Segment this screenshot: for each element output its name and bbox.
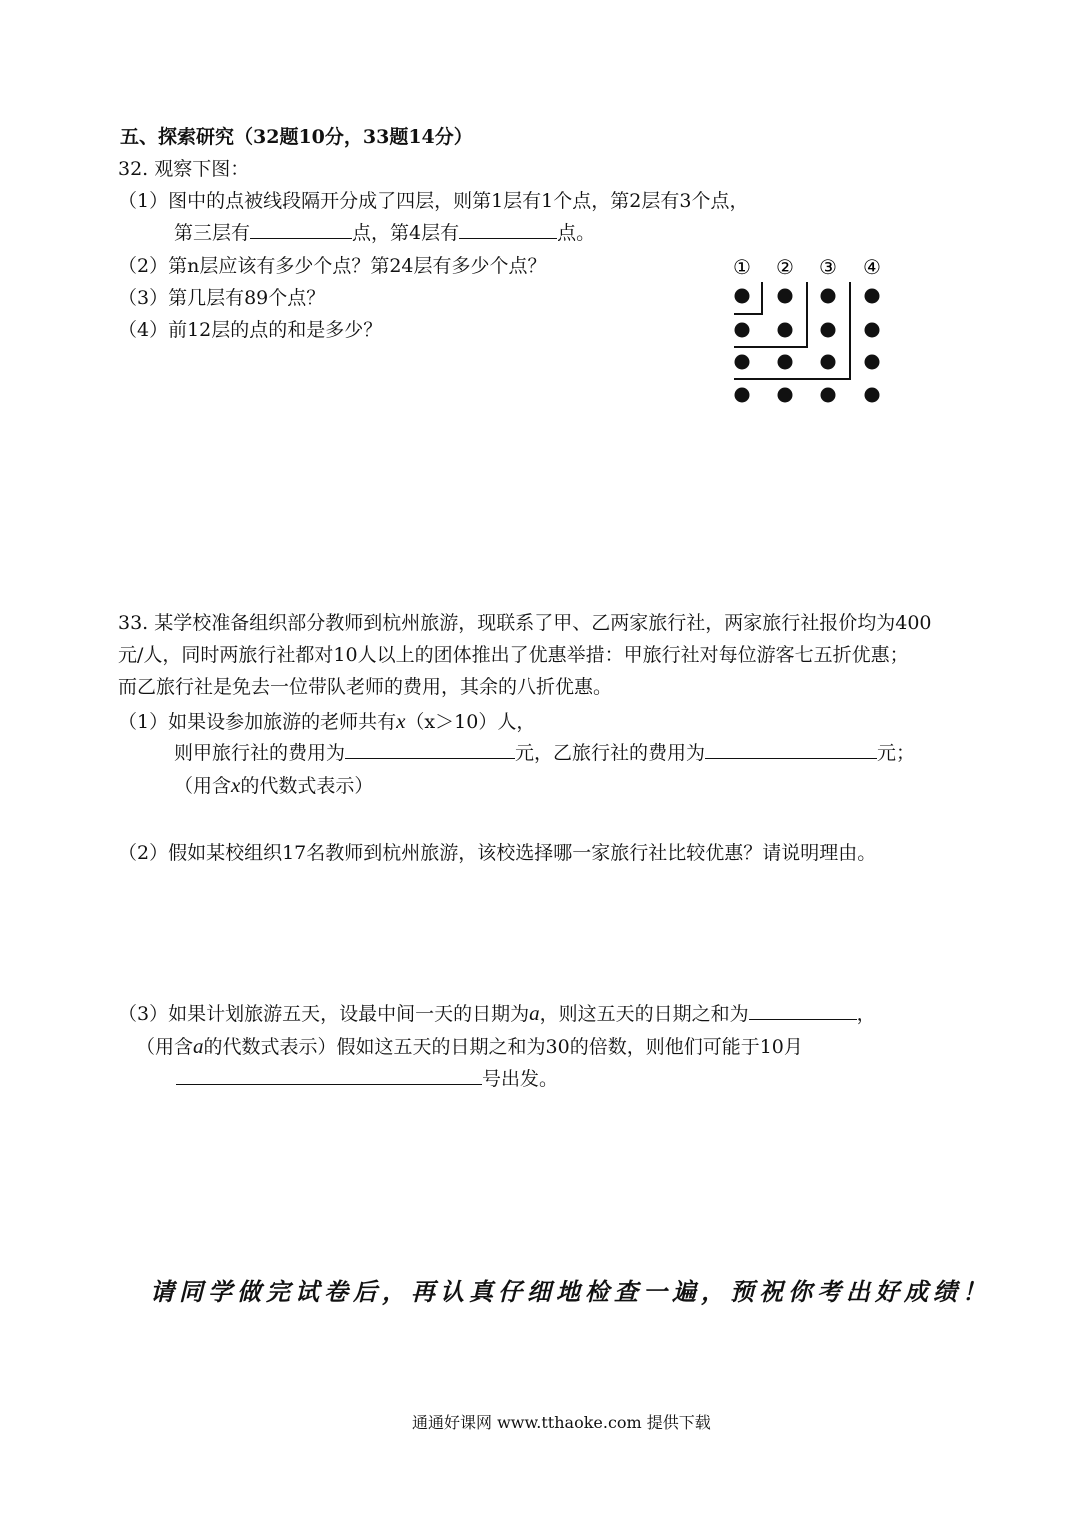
layer-label-4: ④	[863, 255, 881, 279]
q33-part3-text-e: 的代数式表示）假如这五天的日期之和为30的倍数，则他们可能于10月	[203, 1036, 803, 1058]
q33-variable-a-2: a	[193, 1034, 204, 1058]
dot	[865, 355, 880, 370]
q33-part3-text-c: ，	[856, 1003, 876, 1025]
q33-part1-text-e: 元；	[877, 742, 916, 764]
dot	[821, 355, 836, 370]
dot	[865, 388, 880, 403]
q33-answer-blank-start-date[interactable]	[176, 1066, 482, 1085]
q33-part1-condition: （x＞10）	[405, 711, 498, 733]
q33-part3-text-d: （用含	[136, 1036, 194, 1058]
dot	[865, 323, 880, 338]
q32-part1-text-c: 点。	[557, 222, 596, 244]
dot	[778, 355, 793, 370]
q33-part3-line2	[136, 1033, 803, 1060]
dot-layer-figure	[720, 252, 900, 412]
q33-part1-line3	[174, 772, 373, 799]
layer-label-1: ①	[733, 255, 751, 279]
section-title: 五、探索研究（32题10分，33题14分）	[120, 126, 473, 148]
dot	[735, 289, 750, 304]
layer-label-2: ②	[776, 255, 794, 279]
q32-part4: （4）前12层的点的和是多少？	[118, 319, 383, 341]
q32-part3: （3）第几层有89个点？	[118, 287, 326, 309]
q33-part2: （2）假如某校组织17名教师到杭州旅游，该校选择哪一家旅行社比较优惠？请说明理由。	[118, 842, 877, 864]
q32-part1-text-a: 第三层有	[174, 222, 251, 244]
dot	[821, 323, 836, 338]
q33-part1-text-a: （1）如果设参加旅游的老师共有	[118, 711, 397, 733]
q33-stem-line3: 而乙旅行社是免去一位带队老师的费用，其余的八折优惠。	[118, 676, 613, 698]
q33-part1-text-g: 的代数式表示）	[240, 775, 374, 797]
q32-part1-line2	[174, 220, 595, 246]
q33-answer-blank-sum[interactable]	[749, 1001, 857, 1020]
q32-answer-blank-layer3[interactable]	[250, 220, 352, 239]
dot	[735, 355, 750, 370]
dot	[778, 289, 793, 304]
q32-part1-line1: （1）图中的点被线段隔开分成了四层，则第1层有1个点，第2层有3个点，	[118, 190, 749, 212]
layer-label-3: ③	[819, 255, 837, 279]
dot	[735, 323, 750, 338]
dot	[821, 289, 836, 304]
q33-stem-line2: 元/人，同时两旅行社都对10人以上的团体推出了优惠举措：甲旅行社对每位游客七五折优惠；	[118, 644, 909, 666]
q32-part1-text-b: 点，第4层有	[352, 222, 460, 244]
q33-part1-text-f: （用含	[174, 775, 232, 797]
q33-part1-line2	[174, 740, 915, 766]
closing-message: 请同学做完试卷后，再认真仔细地检查一遍，预祝你考出好成绩！	[150, 1278, 991, 1306]
dot	[865, 289, 880, 304]
q33-variable-x: x	[396, 709, 406, 733]
q33-part3-line1	[118, 1000, 876, 1027]
q32-answer-blank-layer4[interactable]	[459, 220, 557, 239]
q33-part3-text-f: 号出发。	[482, 1068, 559, 1090]
q33-stem-line1: 33. 某学校准备组织部分教师到杭州旅游，现联系了甲、乙两家旅行社，两家旅行社报价均为400	[118, 612, 932, 634]
q33-part1-text-d: 元，乙旅行社的费用为	[515, 742, 706, 764]
q33-part1-text-b: 人，	[497, 711, 536, 733]
footer-source: 通通好课网 www.tthaoke.com 提供下载	[412, 1413, 711, 1432]
q33-variable-x-2: x	[231, 773, 241, 797]
q33-answer-blank-yi-cost[interactable]	[705, 740, 877, 759]
q32-stem: 32. 观察下图：	[118, 158, 250, 180]
q33-part3-text-b: ，则这五天的日期之和为	[539, 1003, 749, 1025]
dot	[821, 388, 836, 403]
dot	[778, 388, 793, 403]
q33-part1-text-c: 则甲旅行社的费用为	[174, 742, 346, 764]
q33-part3-line3	[176, 1066, 558, 1092]
q33-part1-line1	[118, 708, 535, 735]
q33-variable-a: a	[529, 1001, 540, 1025]
dot	[778, 323, 793, 338]
q32-part2: （2）第n层应该有多少个点？第24层有多少个点？	[118, 255, 547, 277]
q33-part3-text-a: （3）如果计划旅游五天，设最中间一天的日期为	[118, 1003, 530, 1025]
q33-answer-blank-jia-cost[interactable]	[345, 740, 515, 759]
dot	[735, 388, 750, 403]
